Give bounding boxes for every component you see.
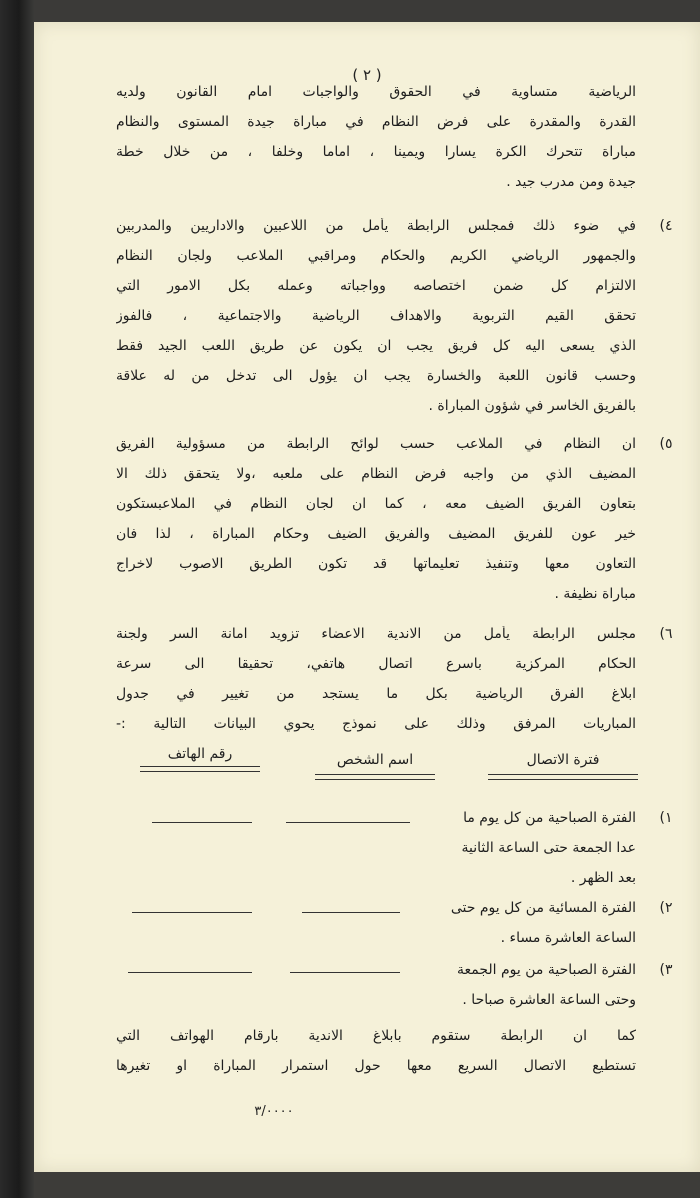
- para-4-line-2: والجمهور الرياضي الكريم والحكام ومراقبي الملاعب ولجان النظام: [116, 248, 636, 264]
- book-binding: [0, 0, 34, 1198]
- para-5-marker: ٥): [659, 436, 673, 452]
- para-5-line-3: بتعاون الفريق الضيف معه ، كما ان لجان النظام في الملاعبستكون: [116, 496, 636, 512]
- item-3-line-2: وحتى الساعة العاشرة صباحا .: [462, 992, 636, 1008]
- item-1-line-1: الفترة الصباحية من كل يوم ما: [463, 810, 636, 826]
- footer-reference: ٣/٠٠٠٠: [254, 1104, 294, 1119]
- para-6-line-3: ابلاغ الفرق الرياضية بكل ما يستجد من تغيير في جدول: [116, 686, 636, 702]
- header-phone-number: رقم الهاتف: [167, 746, 233, 762]
- item-1-line-2: عدا الجمعة حتى الساعة الثانية: [461, 840, 636, 856]
- intro-line-1: الرياضية متساوية في الحقوق والواجبات امام القانون ولديه: [116, 84, 636, 100]
- item-1-name-blank: [286, 822, 410, 823]
- para-5-line-1: ان النظام في الملاعب حسب لوائح الرابطة من مسؤولية الفريق: [116, 436, 636, 452]
- para-4-line-5: الذي يسعى اليه كل فريق يجب ان يكون عن طريق اللعب الجيد فقط: [116, 338, 636, 354]
- para-5-line-2: المضيف الذي من واجبه فرض النظام على ملعبه ،ولا يتحقق ذلك الا: [116, 466, 636, 482]
- para-4-line-7: بالفريق الخاسر في شؤون المباراة .: [428, 398, 636, 414]
- item-2-name-blank: [302, 912, 400, 913]
- header-period-underline: [488, 774, 638, 780]
- item-1-line-3: بعد الظهر .: [570, 870, 636, 886]
- para-5-line-6: مباراة نظيفة .: [554, 586, 636, 602]
- item-1-marker: ١): [659, 810, 673, 826]
- para-4-line-1: في ضوء ذلك فمجلس الرابطة يأمل من اللاعبين والاداريين والمدربين: [116, 218, 636, 234]
- para-6-line-4: المباريات المرفق وذلك على نموذج يحوي البيانات التالية :-: [116, 716, 636, 732]
- header-person-name: اسم الشخص: [336, 752, 414, 768]
- page-bottom-edge: [34, 1172, 700, 1198]
- item-3-name-blank: [290, 972, 400, 973]
- header-contact-period: فترة الاتصال: [526, 752, 600, 768]
- page-number: ( ٢ ): [352, 66, 382, 84]
- para-4-line-3: الالتزام كل ضمن اختصاصه وواجباته وعمله بكل الامور التي: [116, 278, 636, 294]
- item-2-marker: ٢): [659, 900, 673, 916]
- header-phone-underline: [140, 766, 260, 772]
- document-page: [34, 22, 700, 1172]
- para-5-line-4: خير عون للفريق المضيف والفريق الضيف وحكام المباراة ، لذا فان: [116, 526, 636, 542]
- para-5-line-5: التعاون معها وتنفيذ تعليماتها قد تكون الطريق الاصوب لاخراج: [116, 556, 636, 572]
- para-6-marker: ٦): [659, 626, 673, 642]
- para-4-line-4: تحقق القيم التربوية والاهداف الرياضية والاجتماعية ، فالفوز: [116, 308, 636, 324]
- intro-line-2: القدرة والمقدرة على فرض النظام في مباراة جيدة المستوى والنظام: [116, 114, 636, 130]
- para-4-marker: ٤): [659, 218, 673, 234]
- item-3-phone-blank: [128, 972, 252, 973]
- header-person-underline: [315, 774, 435, 780]
- item-2-phone-blank: [132, 912, 252, 913]
- para-6-line-1: مجلس الرابطة يأمل من الاندية الاعضاء تزويد امانة السر ولجنة: [116, 626, 636, 642]
- para-4-line-6: وحسب قانون اللعبة والخسارة يجب ان يؤول الى تدخل من له علاقة: [116, 368, 636, 384]
- item-3-marker: ٣): [659, 962, 673, 978]
- item-3-line-1: الفترة الصباحية من يوم الجمعة: [457, 962, 636, 978]
- closing-line-1: كما ان الرابطة ستقوم بابلاغ الاندية بارقام الهواتف التي: [116, 1028, 636, 1044]
- item-1-phone-blank: [152, 822, 252, 823]
- closing-line-2: تستطيع الاتصال السريع معها حول استمرار المباراة او تغيرها: [116, 1058, 636, 1074]
- item-2-line-2: الساعة العاشرة مساء .: [500, 930, 636, 946]
- para-6-line-2: الحكام المركزية باسرع اتصال هاتفي، تحقيقا الى سرعة: [116, 656, 636, 672]
- item-2-line-1: الفترة المسائية من كل يوم حتى: [450, 900, 636, 916]
- intro-line-4: جيدة ومن مدرب جيد .: [506, 174, 636, 190]
- intro-line-3: مباراة تتحرك الكرة يسارا ويمينا ، اماما وخلفا ، من خلال خطة: [116, 144, 636, 160]
